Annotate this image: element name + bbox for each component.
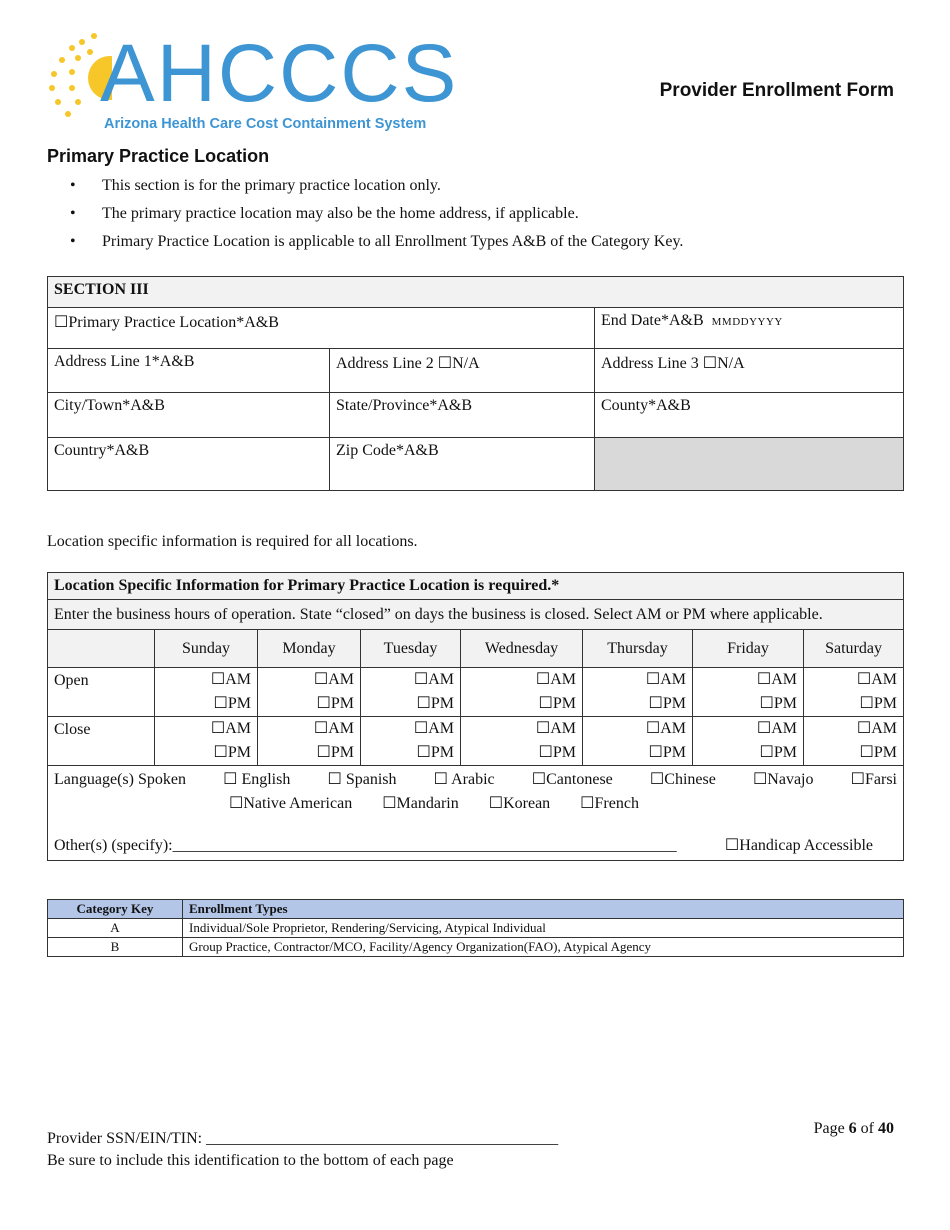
close-pm-checkbox-wednesday[interactable]: ☐PM	[461, 741, 583, 766]
state-field[interactable]: State/Province*A&B	[330, 393, 595, 438]
city-field[interactable]: City/Town*A&B	[48, 393, 330, 438]
open-am-checkbox-monday[interactable]: ☐AM	[258, 668, 361, 693]
close-am-checkbox-friday[interactable]: ☐AM	[693, 717, 804, 742]
languages-label: Language(s) Spoken	[54, 771, 186, 788]
instructions: Enter the business hours of operation. State “closed” on days the business is closed. Select AM or PM where applicable.	[48, 600, 904, 630]
open-am-checkbox-thursday[interactable]: ☐AM	[583, 668, 693, 693]
language-checkbox[interactable]: ☐Cantonese	[531, 771, 613, 788]
location-info-title: Location Specific Information for Primary Practice Location is required.*	[48, 573, 904, 600]
country-field[interactable]: Country*A&B	[48, 438, 330, 491]
open-am-checkbox-tuesday[interactable]: ☐AM	[361, 668, 461, 693]
primary-location-checkbox[interactable]: ☐Primary Practice Location*A&B	[48, 308, 595, 349]
section-heading: Primary Practice Location	[47, 146, 270, 166]
language-checkbox[interactable]: ☐ Spanish	[327, 771, 397, 788]
open-am-checkbox-wednesday[interactable]: ☐AM	[461, 668, 583, 693]
open-pm-checkbox-thursday[interactable]: ☐PM	[583, 692, 693, 717]
lower-tables	[47, 572, 903, 957]
close-am-checkbox-thursday[interactable]: ☐AM	[583, 717, 693, 742]
language-checkbox[interactable]: ☐French	[580, 795, 639, 812]
open-label: Open	[48, 668, 155, 717]
day-header-wednesday: Wednesday	[461, 630, 583, 668]
day-header-monday: Monday	[258, 630, 361, 668]
category-code: B	[48, 938, 183, 957]
footer	[47, 1128, 558, 1172]
current-page: 6	[848, 1120, 857, 1137]
day-header-thursday: Thursday	[583, 630, 693, 668]
bullet: • Primary Practice Location is applicable to all Enrollment Types A&B of the Category Key.	[78, 228, 683, 256]
form-title: Provider Enrollment Form	[659, 80, 894, 101]
blank-header-cell	[48, 630, 155, 668]
ahcccs-logo	[42, 28, 459, 138]
open-pm-checkbox-wednesday[interactable]: ☐PM	[461, 692, 583, 717]
close-am-checkbox-tuesday[interactable]: ☐AM	[361, 717, 461, 742]
day-header-saturday: Saturday	[804, 630, 904, 668]
end-date-label: End Date*A&B	[601, 312, 704, 329]
logo-subtitle: Arizona Health Care Cost Containment System	[104, 116, 427, 132]
open-pm-checkbox-friday[interactable]: ☐PM	[693, 692, 804, 717]
intro-bullets	[78, 172, 683, 256]
open-am-checkbox-saturday[interactable]: ☐AM	[804, 668, 904, 693]
page-of: of	[856, 1120, 878, 1137]
day-header-friday: Friday	[693, 630, 804, 668]
bullet: • The primary practice location may also be the home address, if applicable.	[78, 200, 683, 228]
close-am-checkbox-saturday[interactable]: ☐AM	[804, 717, 904, 742]
county-field[interactable]: County*A&B	[595, 393, 904, 438]
handicap-accessible-checkbox[interactable]: ☐Handicap Accessible	[724, 837, 873, 854]
language-checkbox[interactable]: ☐Farsi	[850, 771, 897, 788]
close-pm-checkbox-friday[interactable]: ☐PM	[693, 741, 804, 766]
page-prefix: Page	[813, 1120, 849, 1137]
enrollment-types-header: Enrollment Types	[183, 900, 904, 919]
address1-field[interactable]: Address Line 1*A&B	[48, 349, 330, 393]
day-header-sunday: Sunday	[155, 630, 258, 668]
category-code: A	[48, 919, 183, 938]
page-number	[814, 1120, 894, 1138]
close-am-checkbox-sunday[interactable]: ☐AM	[155, 717, 258, 742]
logo-text: AHCCCS	[100, 28, 459, 119]
bullet: • This section is for the primary practice location only.	[78, 172, 683, 200]
open-pm-checkbox-saturday[interactable]: ☐PM	[804, 692, 904, 717]
open-am-checkbox-friday[interactable]: ☐AM	[693, 668, 804, 693]
other-languages-field[interactable]: Other(s) (specify):_______________________________________________________________	[54, 837, 677, 854]
category-key-header: Category Key	[48, 900, 183, 919]
zip-field[interactable]: Zip Code*A&B	[330, 438, 595, 491]
language-checkbox[interactable]: ☐ English	[223, 771, 291, 788]
language-checkbox[interactable]: ☐Mandarin	[382, 795, 459, 812]
close-pm-checkbox-monday[interactable]: ☐PM	[258, 741, 361, 766]
location-info-table	[47, 572, 904, 861]
address3-field[interactable]: Address Line 3 ☐N/A	[595, 349, 904, 393]
language-checkbox[interactable]: ☐Korean	[488, 795, 551, 812]
open-pm-checkbox-monday[interactable]: ☐PM	[258, 692, 361, 717]
language-checkbox[interactable]: ☐Chinese	[649, 771, 716, 788]
address2-field[interactable]: Address Line 2 ☐N/A	[330, 349, 595, 393]
total-pages: 40	[878, 1120, 894, 1137]
close-am-checkbox-wednesday[interactable]: ☐AM	[461, 717, 583, 742]
close-pm-checkbox-saturday[interactable]: ☐PM	[804, 741, 904, 766]
close-pm-checkbox-sunday[interactable]: ☐PM	[155, 741, 258, 766]
ssn-field[interactable]: Provider SSN/EIN/TIN: ____________________________________________	[47, 1130, 559, 1147]
enrollment-types: Individual/Sole Proprietor, Rendering/Servicing, Atypical Individual	[183, 919, 904, 938]
enrollment-types: Group Practice, Contractor/MCO, Facility/Agency Organization(FAO), Atypical Agency	[183, 938, 904, 957]
blank-cell	[595, 438, 904, 491]
close-pm-checkbox-tuesday[interactable]: ☐PM	[361, 741, 461, 766]
language-checkbox[interactable]: ☐Navajo	[752, 771, 814, 788]
table-row	[48, 919, 904, 938]
end-date-field[interactable]	[595, 308, 904, 349]
category-key-table	[47, 899, 904, 957]
day-header-tuesday: Tuesday	[361, 630, 461, 668]
section-title: SECTION III	[48, 277, 904, 308]
language-checkbox[interactable]: ☐Native American	[229, 795, 353, 812]
open-am-checkbox-sunday[interactable]: ☐AM	[155, 668, 258, 693]
open-pm-checkbox-tuesday[interactable]: ☐PM	[361, 692, 461, 717]
languages-cell	[48, 766, 904, 861]
open-pm-checkbox-sunday[interactable]: ☐PM	[155, 692, 258, 717]
close-am-checkbox-monday[interactable]: ☐AM	[258, 717, 361, 742]
section-iii-table	[47, 276, 904, 491]
footer-note: Be sure to include this identification to the bottom of each page	[47, 1152, 454, 1169]
table-row	[48, 938, 904, 957]
language-checkbox[interactable]: ☐ Arabic	[433, 771, 495, 788]
close-pm-checkbox-thursday[interactable]: ☐PM	[583, 741, 693, 766]
close-label: Close	[48, 717, 155, 766]
date-format: MMDDYYYY	[711, 316, 783, 328]
location-note: Location specific information is required for all locations.	[47, 533, 418, 550]
